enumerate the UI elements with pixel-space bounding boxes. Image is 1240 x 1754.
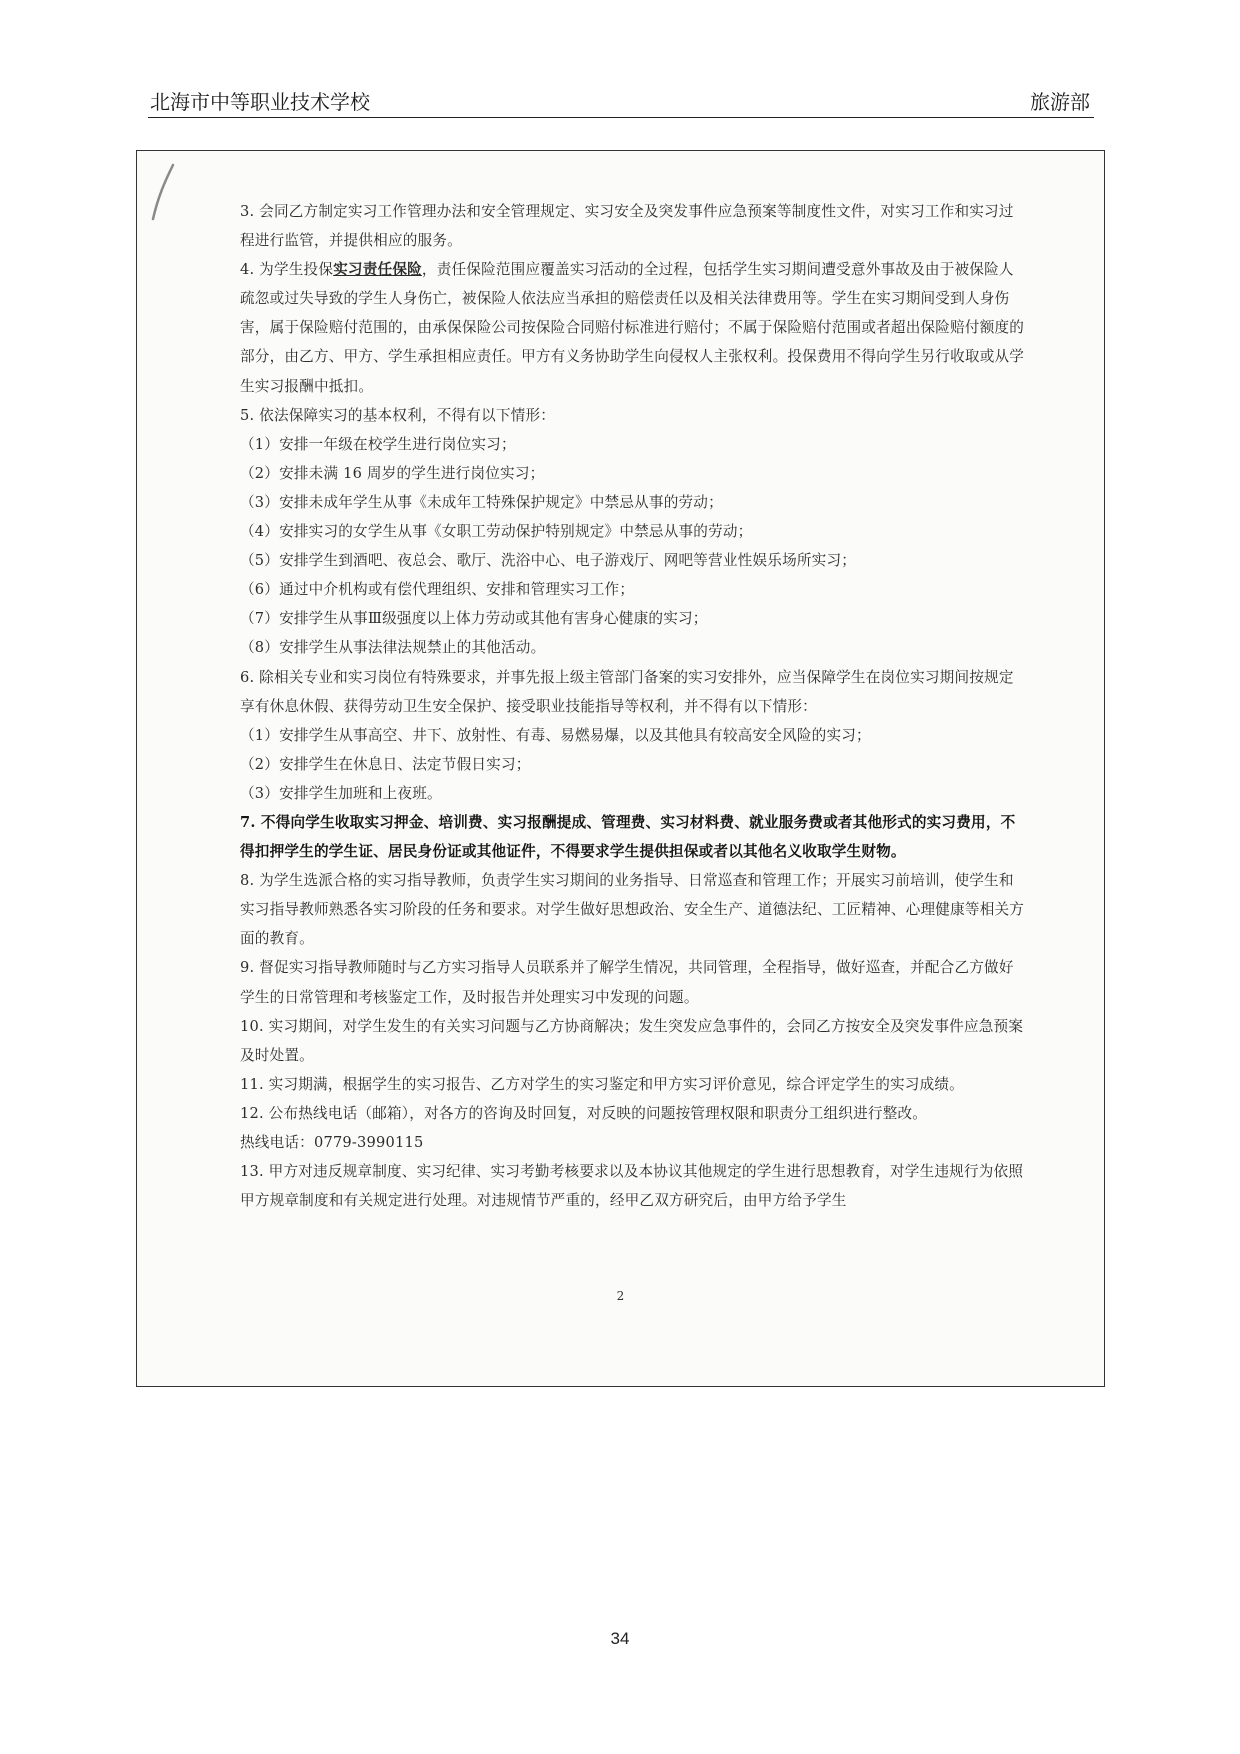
clause-5-item-2: （2）安排未满 16 周岁的学生进行岗位实习； bbox=[240, 464, 545, 482]
clause-5-item-1: （1）安排一年级在校学生进行岗位实习； bbox=[240, 435, 516, 453]
pen-stroke-mark bbox=[149, 163, 179, 221]
clause-5-item-7: （7）安排学生从事Ⅲ级强度以上体力劳动或其他有害身心健康的实习； bbox=[240, 610, 708, 628]
clause-6-item-2: （2）安排学生在休息日、法定节假日实习； bbox=[240, 755, 531, 773]
clause-4-body: ，责任保险范围应覆盖实习活动的全过程，包括学生实习期间遭受意外事故及由于被保险人疏忽或过失导致的学生人身伤亡，被保险人依法应当承担的赔偿责任以及相关法律费用等。学生在实习期间受到人身伤害，属于保险赔付范围的，由承保保险公司按保险合同赔付标准进行赔付；不属于保险赔付范围或者超出保险赔付额度的部分，由乙方、甲方、学生承担相应责任。甲方有义务协助学生向侵权人主张权利。投保费用不得向学生另行收取或从学生实习报酬中抵扣。 bbox=[240, 261, 1025, 395]
header-school-name: 北海市中等职业技术学校 bbox=[150, 90, 370, 114]
clause-6-item-3: （3）安排学生加班和上夜班。 bbox=[240, 784, 442, 802]
clause-6-item-1: （1）安排学生从事高空、井下、放射性、有毒、易燃易爆，以及其他具有较高安全风险的实习； bbox=[240, 726, 871, 744]
page-number: 34 bbox=[610, 1629, 630, 1648]
clause-7: 7. 不得向学生收取实习押金、培训费、实习报酬提成、管理费、实习材料费、就业服务费或者其他形式的实习费用，不得扣押学生的学生证、居民身份证或其他证件，不得要求学生提供担保或者以其他名义收取学生财物。 bbox=[240, 813, 1016, 861]
clause-5: 5. 依法保障实习的基本权利，不得有以下情形： bbox=[240, 406, 556, 424]
clause-5-item-6: （6）通过中介机构或有偿代理组织、安排和管理实习工作； bbox=[240, 581, 635, 599]
clause-3: 3. 会同乙方制定实习工作管理办法和安全管理规定、实习安全及突发事件应急预案等制度性文件，对实习工作和实习过程进行监管，并提供相应的服务。 bbox=[240, 203, 1014, 250]
header-divider bbox=[148, 117, 1094, 118]
clause-13: 13. 甲方对违反规章制度、实习纪律、实习考勤考核要求以及本协议其他规定的学生进行思想教育，对学生违规行为依照甲方规章制度和有关规定进行处理。对违规情节严重的，经甲乙双方研究后，由甲方给予学生 bbox=[240, 1163, 1024, 1210]
scanned-document-frame bbox=[136, 150, 1105, 1387]
clause-4 bbox=[240, 255, 1025, 400]
scanned-document-text bbox=[240, 197, 1025, 1215]
clause-5-item-8: （8）安排学生从事法律法规禁止的其他活动。 bbox=[240, 639, 546, 657]
insurance-term: 实习责任保险 bbox=[333, 261, 422, 279]
clause-6: 6. 除相关专业和实习岗位有特殊要求，并事先报上级主管部门备案的实习安排外，应当保障学生在岗位实习期间按规定享有休息休假、获得劳动卫生安全保护、接受职业技能指导等权利，并不得有以下情形： bbox=[240, 668, 1014, 715]
clause-8: 8. 为学生选派合格的实习指导教师，负责学生实习期间的业务指导、日常巡查和管理工作；开展实习前培训，使学生和实习指导教师熟悉各实习阶段的任务和要求。对学生做好思想政治、安全生产、道德法纪、工匠精神、心理健康等相关方面的教育。 bbox=[240, 872, 1025, 948]
clause-12: 12. 公布热线电话（邮箱），对各方的咨询及时回复，对反映的问题按管理权限和职责分工组织进行整改。 bbox=[240, 1104, 928, 1122]
clause-5-item-3: （3）安排未成年学生从事《未成年工特殊保护规定》中禁忌从事的劳动； bbox=[240, 493, 723, 511]
clause-5-item-5: （5）安排学生到酒吧、夜总会、歌厅、洗浴中心、电子游戏厅、网吧等营业性娱乐场所实习； bbox=[240, 552, 857, 570]
clause-5-item-4: （4）安排实习的女学生从事《女职工劳动保护特别规定》中禁忌从事的劳动； bbox=[240, 523, 753, 541]
scanned-page-number: 2 bbox=[616, 1289, 625, 1303]
clause-9: 9. 督促实习指导教师随时与乙方实习指导人员联系并了解学生情况，共同管理，全程指导，做好巡查，并配合乙方做好学生的日常管理和考核鉴定工作，及时报告并处理实习中发现的问题。 bbox=[240, 959, 1014, 1006]
clause-4-lead: 4. 为学生投保 bbox=[240, 261, 334, 279]
hotline-number: 热线电话：0779-3990115 bbox=[240, 1134, 424, 1151]
clause-11: 11. 实习期满，根据学生的实习报告、乙方对学生的实习鉴定和甲方实习评价意见，综合评定学生的实习成绩。 bbox=[240, 1075, 964, 1093]
header-department: 旅游部 bbox=[1030, 90, 1090, 114]
clause-10: 10. 实习期间，对学生发生的有关实习问题与乙方协商解决；发生突发应急事件的，会同乙方按安全及突发事件应急预案及时处置。 bbox=[240, 1017, 1024, 1064]
